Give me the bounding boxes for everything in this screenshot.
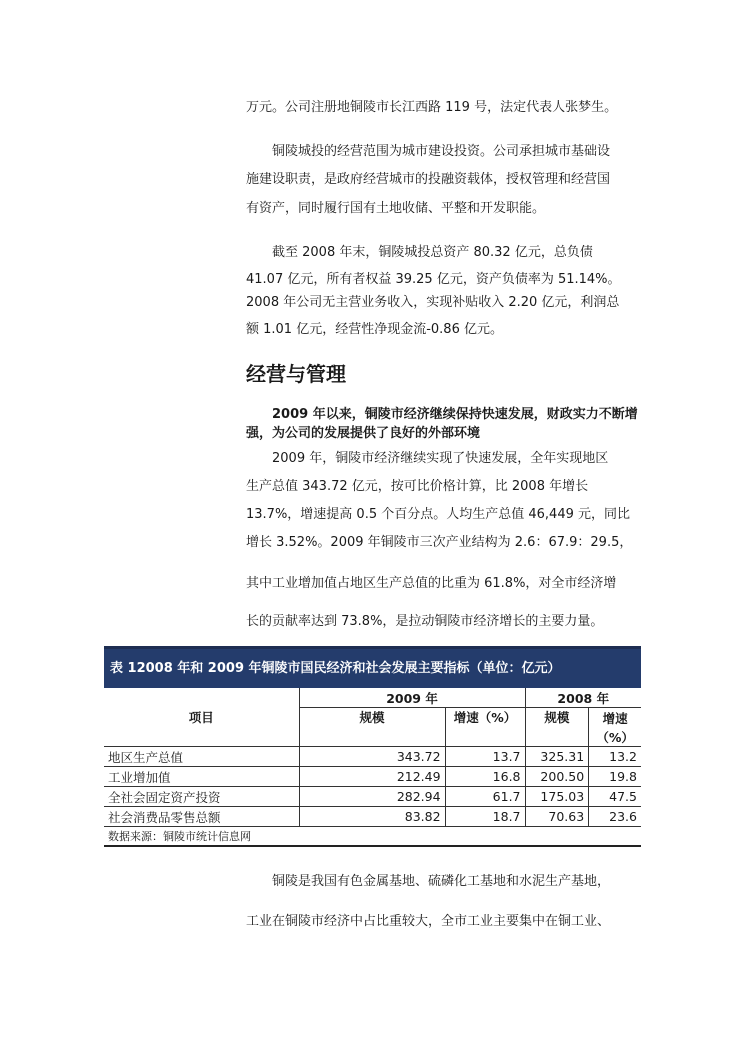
cell-value-2008: 70.63 [525, 807, 589, 827]
cell-growth-2008: 13.2 [589, 747, 641, 767]
paragraph-economy-line1: 2009 年，铜陵市经济继续实现了快速发展，全年实现地区 [272, 451, 609, 466]
paragraph-financials-line1: 截至 2008 年末，铜陵城投总资产 80.32 亿元，总负债 [272, 245, 593, 260]
cell-growth-2009: 18.7 [445, 807, 525, 827]
row-item: 地区生产总值 [104, 747, 299, 767]
paragraph-industry-line1: 铜陵是我国有色金属基地、硫磷化工基地和水泥生产基地， [272, 874, 611, 889]
paragraph-economy-line4: 增长 3.52%。2009 年铜陵市三次产业结构为 2.6：67.9：29.5， [246, 535, 633, 550]
column-header-2009: 2009 年 [299, 688, 525, 708]
paragraph-financials-line3: 2008 年公司无主营业务收入，实现补贴收入 2.20 亿元，利润总 [246, 295, 620, 310]
table-source-note: 数据来源：铜陵市统计信息网 [104, 827, 641, 847]
paragraph-company-registration: 万元。公司注册地铜陵市长江西路 119 号，法定代表人张梦生。 [246, 100, 618, 115]
paragraph-economy-line6: 长的贡献率达到 73.8%，是拉动铜陵市经济增长的主要力量。 [246, 614, 604, 629]
cell-value-2008: 325.31 [525, 747, 589, 767]
bold-summary-paragraph: 2009 年以来，铜陵市经济继续保持快速发展，财政实力不断增强，为公司的发展提供了良好的外部环境 [246, 407, 638, 441]
cell-growth-2009: 13.7 [445, 747, 525, 767]
table-row [104, 807, 641, 827]
paragraph-financials-line4: 额 1.01 亿元，经营性净现金流-0.86 亿元。 [246, 322, 503, 337]
paragraph-industry-line2: 工业在铜陵市经济中占比重较大，全市工业主要集中在铜工业、 [246, 914, 611, 929]
paragraph-business-scope-line3: 有资产，同时履行国有土地收储、平整和开发职能。 [246, 201, 546, 216]
row-item: 工业增加值 [104, 767, 299, 787]
table-row [104, 747, 641, 767]
cell-value-2008: 175.03 [525, 787, 589, 807]
cell-growth-2009: 61.7 [445, 787, 525, 807]
table-row [104, 767, 641, 787]
column-header-growth-2008-b: （%） [589, 727, 641, 747]
column-header-item: 项目 [104, 688, 299, 747]
column-header-scale-2008: 规模 [525, 708, 589, 747]
table-title: 表 12008 年和 2009 年铜陵市国民经济和社会发展主要指标（单位：亿元） [104, 646, 641, 688]
paragraph-business-scope-line2: 施建设职责，是政府经营城市的投融资载体，授权管理和经营国 [246, 172, 611, 187]
cell-growth-2008: 47.5 [589, 787, 641, 807]
cell-growth-2008: 19.8 [589, 767, 641, 787]
column-header-growth-2009: 增速（%） [445, 708, 525, 747]
paragraph-economy-line2: 生产总值 343.72 亿元，按可比价格计算，比 2008 年增长 [246, 479, 589, 494]
paragraph-business-scope-line1: 铜陵城投的经营范围为城市建设投资。公司承担城市基础设 [272, 144, 611, 159]
row-item: 全社会固定资产投资 [104, 787, 299, 807]
column-header-growth-2008-a: 增速 [589, 708, 641, 728]
table-row [104, 787, 641, 807]
cell-value-2008: 200.50 [525, 767, 589, 787]
row-item: 社会消费品零售总额 [104, 807, 299, 827]
column-header-2008: 2008 年 [525, 688, 641, 708]
column-header-scale-2009: 规模 [299, 708, 445, 747]
section-heading: 经营与管理 [246, 362, 346, 386]
cell-value-2009: 83.82 [299, 807, 445, 827]
cell-value-2009: 212.49 [299, 767, 445, 787]
paragraph-financials-line2: 41.07 亿元，所有者权益 39.25 亿元，资产负债率为 51.14%。 [246, 272, 621, 287]
paragraph-economy-line5: 其中工业增加值占地区生产总值的比重为 61.8%，对全市经济增 [246, 576, 617, 591]
cell-growth-2008: 23.6 [589, 807, 641, 827]
paragraph-economy-line3: 13.7%，增速提高 0.5 个百分点。人均生产总值 46,449 元，同比 [246, 507, 630, 522]
cell-value-2009: 282.94 [299, 787, 445, 807]
cell-value-2009: 343.72 [299, 747, 445, 767]
cell-growth-2009: 16.8 [445, 767, 525, 787]
indicators-table [104, 646, 641, 847]
